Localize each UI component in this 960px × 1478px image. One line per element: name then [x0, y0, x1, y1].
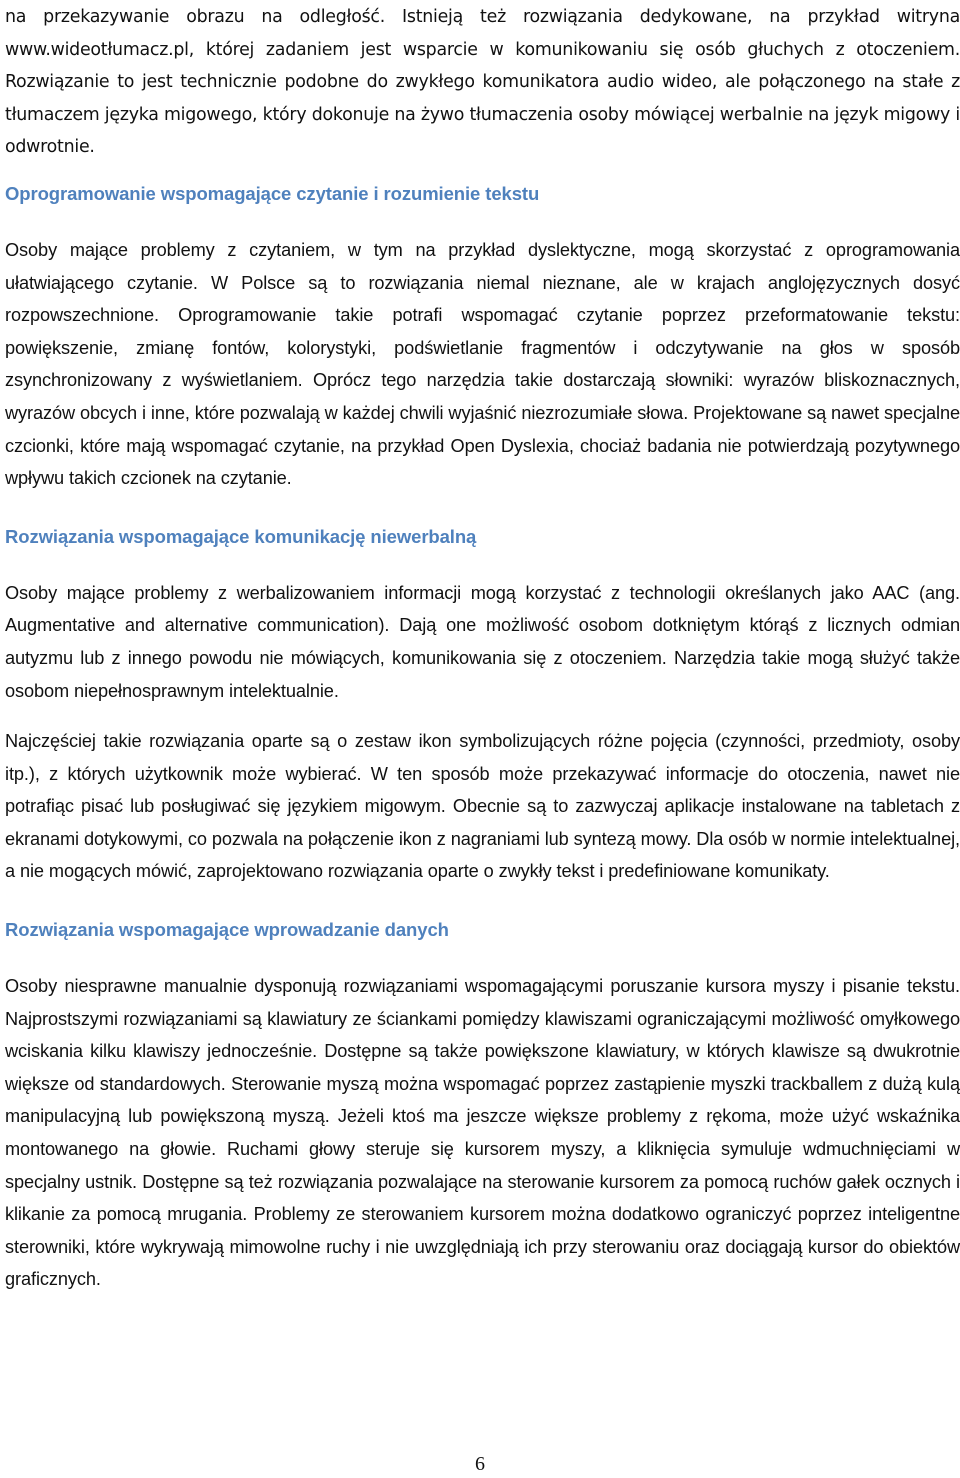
- input-devices-paragraph: Osoby niesprawne manualnie dysponują rozwiązaniami wspomagającymi poruszanie kursora myszy i pisanie tekstu. Najprostszymi rozwiązaniami są klawiatury ze ściankami pomiędzy klawiszami ograniczającymi możliwość omyłkowego wciskania kilku klawiszy jednocześnie. Dostępne są także powiększone klawiatury, w których klawisze są dwukrotnie większe od standardowych. Sterowanie myszą można wspomagać poprzez zastąpienie myszki trackballem z dużą kulą manipulacyjną lub powiększoną myszą. Jeżeli ktoś ma jeszcze większe problemy z rękoma, może użyć wskaźnika montowanego na głowie. Ruchami głowy steruje się kursorem myszy, a kliknięcia symuluje wdmuchnięciami w specjalny ustnik. Dostępne są też rozwiązania pozwalające na sterowanie kursorem za pomocą ruchów gałek ocznych i klikanie za pomocą mrugania. Problemy ze sterowaniem kursorem można dodatkowo ograniczyć poprzez inteligentne sterowniki, które wykrywają mimowolne ruchy i nie uwzględniają ich przy sterowaniu oraz dociągają kursor do obiektów graficznych.: [5, 976, 960, 1290]
- page-number: 6: [475, 1453, 485, 1475]
- reading-software-paragraph: Osoby mające problemy z czytaniem, w tym na przykład dyslektyczne, mogą skorzystać z oprogramowania ułatwiającego czytanie. W Polsce są to rozwiązania niemal nieznane, ale w krajach anglojęzycznych dosyć rozpowszechnione. Oprogramowanie takie potrafi wspomagać czytanie poprzez przeformatowanie tekstu: powiększenie, zmianę fontów, kolorystyki, podświetlanie fragmentów i odczytywanie na głos w sposób zsynchronizowany z wyświetlaniem. Oprócz tego narzędzia takie dostarczają słowniki: wyrazów bliskoznacznych, wyrazów obcych i inne, które pozwalają w każdej chwili wyjaśnić niezrozumiałe słowa. Projektowane są nawet specjalne czcionki, które mają wspomagać czytanie, na przykład Open Dyslexia, chociaż badania nie potwierdzają pozytywnego wpływu takich czcionek na czytanie.: [5, 239, 960, 489]
- document-page: [5, 0, 960, 1296]
- section-heading-reading-software: Oprogramowanie wspomagające czytanie i rozumienie tekstu: [5, 182, 540, 204]
- section-heading-aac: Rozwiązania wspomagające komunikację niewerbalną: [5, 525, 477, 547]
- aac-paragraph-2: Najczęściej takie rozwiązania oparte są o zestaw ikon symbolizujących różne pojęcia (czynności, przedmioty, osoby itp.), z których użytkownik może wybierać. W ten sposób może przekazywać informacje do otoczenia, nawet nie potrafiąc pisać lub posługiwać się językiem migowym. Obecnie są to zazwyczaj aplikacje instalowane na tabletach z ekranami dotykowymi, co pozwala na połączenie ikon z nagraniami lub syntezą mowy. Dla osób w normie intelektualnej, a nie mogących mówić, zaprojektowano rozwiązania oparte o zwykły tekst i predefiniowane komunikaty.: [5, 731, 960, 882]
- intro-paragraph: na przekazywanie obrazu na odległość. Istnieją też rozwiązania dedykowane, na przykład witryna www.wideotłumacz.pl, której zadaniem jest wsparcie w komunikowaniu się osób głuchych z otoczeniem. Rozwiązanie to jest technicznie podobne do zwykłego komunikatora audio wideo, ale połączonego na stałe z tłumaczem języka migowego, który dokonuje na żywo tłumaczenia osoby mówiącej werbalnie na język migowy i odwrotnie.: [5, 7, 960, 158]
- section-heading-input-devices: Rozwiązania wspomagające wprowadzanie danych: [5, 919, 449, 941]
- aac-paragraph-1: Osoby mające problemy z werbalizowaniem informacji mogą korzystać z technologii określanych jako AAC (ang. Augmentative and alternative communication). Dają one możliwość osobom dotkniętym którąś z licznych odmian autyzmu lub z innego powodu nie mówiących, komunikowania się z otoczeniem. Narzędzia takie mogą służyć także osobom niepełnosprawnym intelektualnie.: [5, 582, 960, 701]
